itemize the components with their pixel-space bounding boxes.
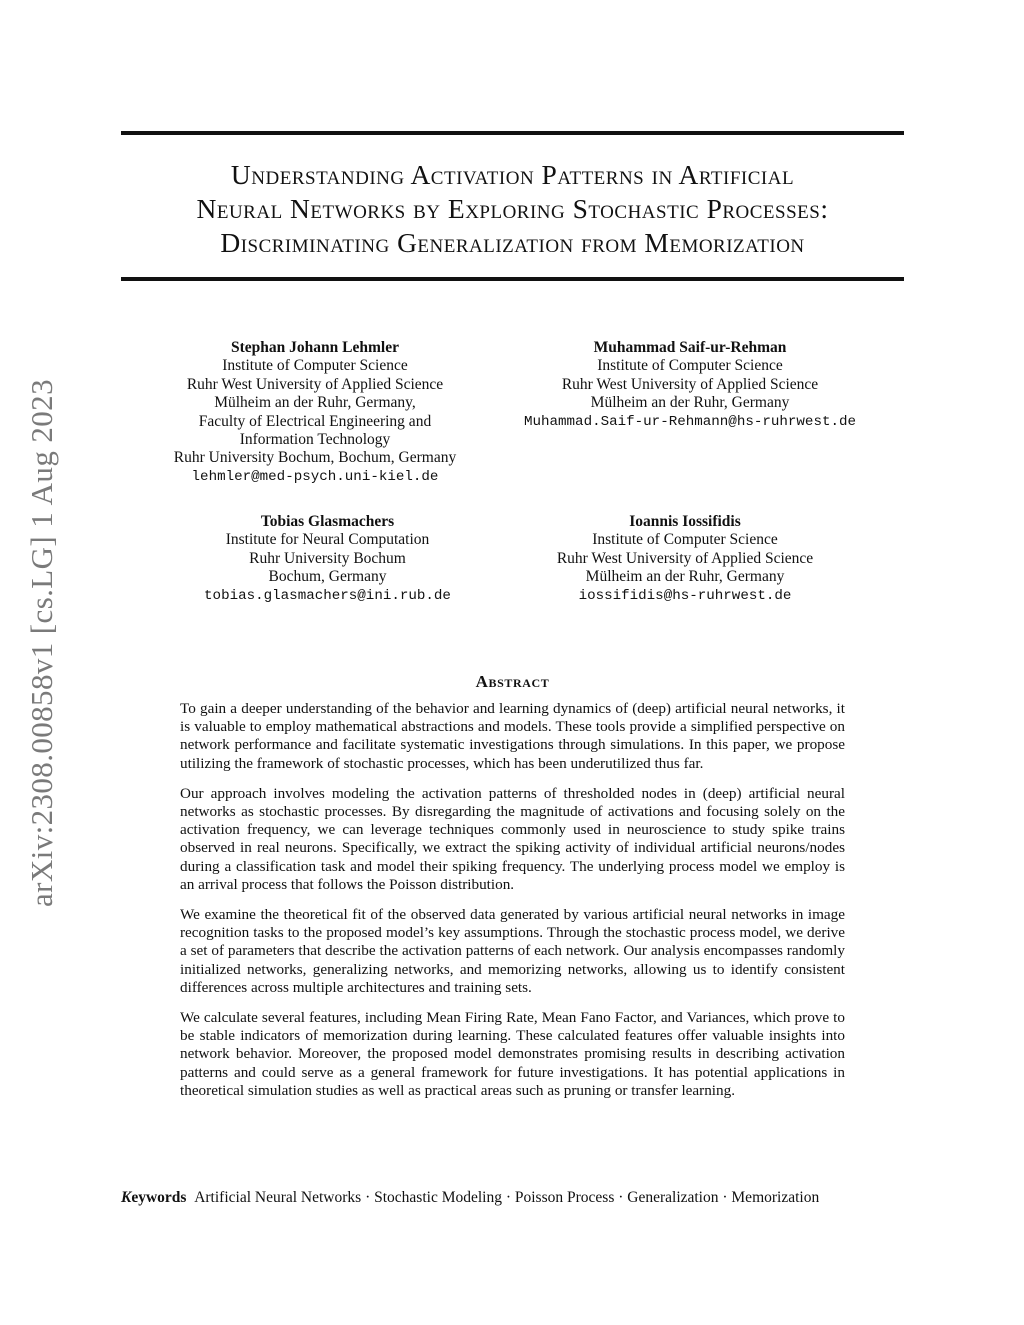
author-affiliation-line: Bochum, Germany <box>268 568 387 586</box>
author-affiliation-line: Information Technology <box>239 431 391 449</box>
keywords-label-rest: eywords <box>131 1189 187 1206</box>
author-name: Stephan Johann Lehmler <box>231 339 399 356</box>
author-affiliation-line: Institute of Computer Science <box>597 357 783 375</box>
author-affiliation-line: Institute of Computer Science <box>592 531 778 549</box>
author-block-iossifidis <box>500 513 870 605</box>
abstract-paragraph: Our approach involves modeling the activation patterns of thresholded nodes in (deep) artificial neural networks as stochastic processes. By disregarding the magnitude of activations and focusing solely on the activation frequency, we can leverage techniques commonly used in neuroscience to study spike trains observed in real neurons. Specifically, we extract the spiking activity of individual artificial neurons/nodes during a classification task and model their spiking frequency. The underlying process model we employ is an arrival process that follows the Poisson distribution. <box>180 784 845 893</box>
arxiv-identifier-text: arXiv:2308.00858v1 [cs.LG] 1 Aug 2023 <box>24 379 59 907</box>
abstract-body <box>180 700 845 1112</box>
abstract-paragraph: To gain a deeper understanding of the behavior and learning dynamics of (deep) artificial neural networks, it is valuable to employ mathematical abstractions and models. These tools provide a simplified perspective on network performance and facilitate systematic investigations through simulations. In this paper, we propose utilizing the framework of stochastic processes, which has been underutilized thus far. <box>180 700 845 772</box>
author-name: Muhammad Saif-ur-Rehman <box>593 339 787 356</box>
keywords-line <box>121 1189 819 1207</box>
author-affiliation-line: Mülheim an der Ruhr, Germany <box>590 394 790 412</box>
abstract-paragraph: We calculate several features, including Mean Firing Rate, Mean Fano Factor, and Variances, which prove to be stable indicators of memorization during learning. These calculated features offer valuable insights into network behavior. Moreover, the proposed model demonstrates promising results in describing activation patterns and could serve as a general framework for future investigations. It has potential applications in theoretical simulation studies as well as practical areas such as pruning or transfer learning. <box>180 1009 845 1099</box>
author-affiliation-line: Institute for Neural Computation <box>225 531 430 549</box>
author-affiliation-line: Ruhr University Bochum <box>249 549 406 567</box>
keywords-list: Artificial Neural Networks · Stochastic Modeling · Poisson Process · Generalization · Memorization <box>194 1189 820 1206</box>
author-email[interactable]: tobias.glasmachers@ini.rub.de <box>204 587 451 604</box>
author-block-saif-ur-rehman <box>500 339 880 431</box>
author-name: Tobias Glasmachers <box>260 513 395 530</box>
author-affiliation-line: Ruhr West University of Applied Science <box>556 549 814 567</box>
title-rule-bottom <box>121 277 904 281</box>
author-affiliation-line: Ruhr West University of Applied Science <box>561 375 819 393</box>
author-block-lehmler <box>140 339 490 486</box>
author-email[interactable]: iossifidis@hs-ruhrwest.de <box>578 587 792 604</box>
title-rule-top <box>121 131 904 135</box>
author-affiliation-line: Institute of Computer Science <box>222 357 408 375</box>
author-name: Ioannis Iossifidis <box>629 513 741 530</box>
paper-title-line-2: Neural Networks by Exploring Stochastic Processes: <box>196 193 829 224</box>
paper-title <box>121 158 904 260</box>
keywords-label-initial: K <box>121 1189 132 1206</box>
author-email[interactable]: lehmler@med-psych.uni-kiel.de <box>191 468 439 485</box>
keywords-label <box>121 1189 186 1206</box>
paper-title-line-3: Discriminating Generalization from Memorization <box>220 227 805 258</box>
author-email[interactable]: Muhammad.Saif-ur-Rehmann@hs-ruhrwest.de <box>523 413 857 430</box>
author-affiliation-line: Mülheim an der Ruhr, Germany <box>585 568 785 586</box>
author-affiliation-line: Ruhr University Bochum, Bochum, Germany <box>173 449 457 467</box>
author-affiliation-line: Faculty of Electrical Engineering and <box>198 412 432 430</box>
author-affiliation-line: Ruhr West University of Applied Science <box>186 375 444 393</box>
abstract-paragraph: We examine the theoretical fit of the observed data generated by various artificial neural networks in image recognition tasks to the proposed model’s key assumptions. Through the stochastic process model, we derive a set of parameters that describe the activation patterns of each network. Our analysis encompasses randomly initialized networks, generalizing networks, and memorizing networks, allowing us to identify consistent differences across multiple architectures and training sets. <box>180 906 845 996</box>
abstract-heading: Abstract <box>475 672 550 691</box>
author-block-glasmachers <box>140 513 515 605</box>
author-affiliation-line: Mülheim an der Ruhr, Germany, <box>214 394 416 412</box>
paper-title-line-1: Understanding Activation Patterns in Artificial <box>230 159 795 190</box>
